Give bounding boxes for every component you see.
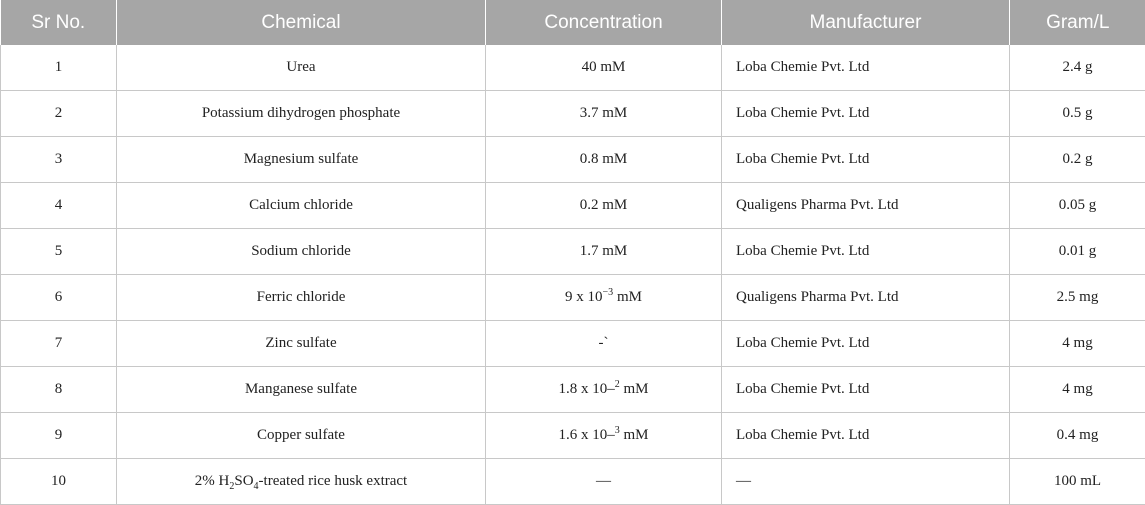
cell-concentration: 40 mM <box>486 45 722 91</box>
table-row <box>1 45 1145 91</box>
cell-sr-no: 8 <box>1 367 117 413</box>
table-row <box>1 91 1145 137</box>
table-row <box>1 229 1145 275</box>
cell-manufacturer: Loba Chemie Pvt. Ltd <box>722 413 1010 459</box>
cell-concentration: -` <box>486 321 722 367</box>
table-row <box>1 459 1145 505</box>
chem-subscript: 4 <box>254 481 259 492</box>
cell-sr-no: 4 <box>1 183 117 229</box>
cell-gram-per-liter: 0.05 g <box>1010 183 1145 229</box>
cell-manufacturer: Loba Chemie Pvt. Ltd <box>722 91 1010 137</box>
conc-exponent: 3 <box>615 425 620 436</box>
header-gram-per-liter: Gram/L <box>1010 0 1145 45</box>
table-row <box>1 321 1145 367</box>
cell-sr-no: 2 <box>1 91 117 137</box>
cell-concentration <box>486 413 722 459</box>
header-row <box>1 0 1145 45</box>
cell-sr-no: 3 <box>1 137 117 183</box>
cell-concentration: — <box>486 459 722 505</box>
conc-exponent: −3 <box>603 287 614 298</box>
cell-concentration <box>486 275 722 321</box>
cell-gram-per-liter: 0.5 g <box>1010 91 1145 137</box>
chem-suffix: -treated rice husk extract <box>259 473 408 489</box>
cell-concentration: 0.2 mM <box>486 183 722 229</box>
conc-unit: mM <box>613 289 642 305</box>
cell-manufacturer: Qualigens Pharma Pvt. Ltd <box>722 183 1010 229</box>
header-manufacturer: Manufacturer <box>722 0 1010 45</box>
cell-sr-no: 10 <box>1 459 117 505</box>
cell-gram-per-liter: 4 mg <box>1010 367 1145 413</box>
table-row <box>1 183 1145 229</box>
chem-subscript: 2 <box>229 481 234 492</box>
cell-gram-per-liter: 2.5 mg <box>1010 275 1145 321</box>
cell-chemical: Potassium dihydrogen phosphate <box>117 91 486 137</box>
cell-chemical: Calcium chloride <box>117 183 486 229</box>
header-sr-no: Sr No. <box>1 0 117 45</box>
conc-unit: mM <box>620 381 649 397</box>
cell-manufacturer: Loba Chemie Pvt. Ltd <box>722 45 1010 91</box>
table-header <box>1 0 1145 45</box>
cell-concentration: 1.7 mM <box>486 229 722 275</box>
chem-prefix: 2% H <box>195 473 230 489</box>
cell-sr-no: 5 <box>1 229 117 275</box>
cell-chemical: Copper sulfate <box>117 413 486 459</box>
header-chemical: Chemical <box>117 0 486 45</box>
cell-chemical: Magnesium sulfate <box>117 137 486 183</box>
cell-manufacturer: Qualigens Pharma Pvt. Ltd <box>722 275 1010 321</box>
table-row <box>1 413 1145 459</box>
cell-sr-no: 6 <box>1 275 117 321</box>
cell-manufacturer: — <box>722 459 1010 505</box>
cell-manufacturer: Loba Chemie Pvt. Ltd <box>722 229 1010 275</box>
cell-sr-no: 1 <box>1 45 117 91</box>
chem-middle: SO <box>234 473 253 489</box>
cell-gram-per-liter: 100 mL <box>1010 459 1145 505</box>
cell-chemical <box>117 459 486 505</box>
cell-chemical: Zinc sulfate <box>117 321 486 367</box>
table-row <box>1 137 1145 183</box>
cell-manufacturer: Loba Chemie Pvt. Ltd <box>722 321 1010 367</box>
cell-gram-per-liter: 0.2 g <box>1010 137 1145 183</box>
conc-base: 1.6 x 10– <box>558 427 614 443</box>
cell-manufacturer: Loba Chemie Pvt. Ltd <box>722 137 1010 183</box>
conc-base: 1.8 x 10– <box>558 381 614 397</box>
header-concentration: Concentration <box>486 0 722 45</box>
cell-chemical: Manganese sulfate <box>117 367 486 413</box>
cell-gram-per-liter: 0.01 g <box>1010 229 1145 275</box>
conc-unit: mM <box>620 427 649 443</box>
cell-sr-no: 9 <box>1 413 117 459</box>
table-body <box>1 45 1145 505</box>
cell-chemical: Urea <box>117 45 486 91</box>
cell-gram-per-liter: 0.4 mg <box>1010 413 1145 459</box>
cell-concentration: 0.8 mM <box>486 137 722 183</box>
cell-concentration <box>486 367 722 413</box>
cell-sr-no: 7 <box>1 321 117 367</box>
cell-gram-per-liter: 4 mg <box>1010 321 1145 367</box>
table-row <box>1 275 1145 321</box>
conc-base: 9 x 10 <box>565 289 603 305</box>
cell-chemical: Ferric chloride <box>117 275 486 321</box>
cell-gram-per-liter: 2.4 g <box>1010 45 1145 91</box>
conc-exponent: 2 <box>615 379 620 390</box>
cell-chemical: Sodium chloride <box>117 229 486 275</box>
cell-manufacturer: Loba Chemie Pvt. Ltd <box>722 367 1010 413</box>
table-row <box>1 367 1145 413</box>
cell-concentration: 3.7 mM <box>486 91 722 137</box>
